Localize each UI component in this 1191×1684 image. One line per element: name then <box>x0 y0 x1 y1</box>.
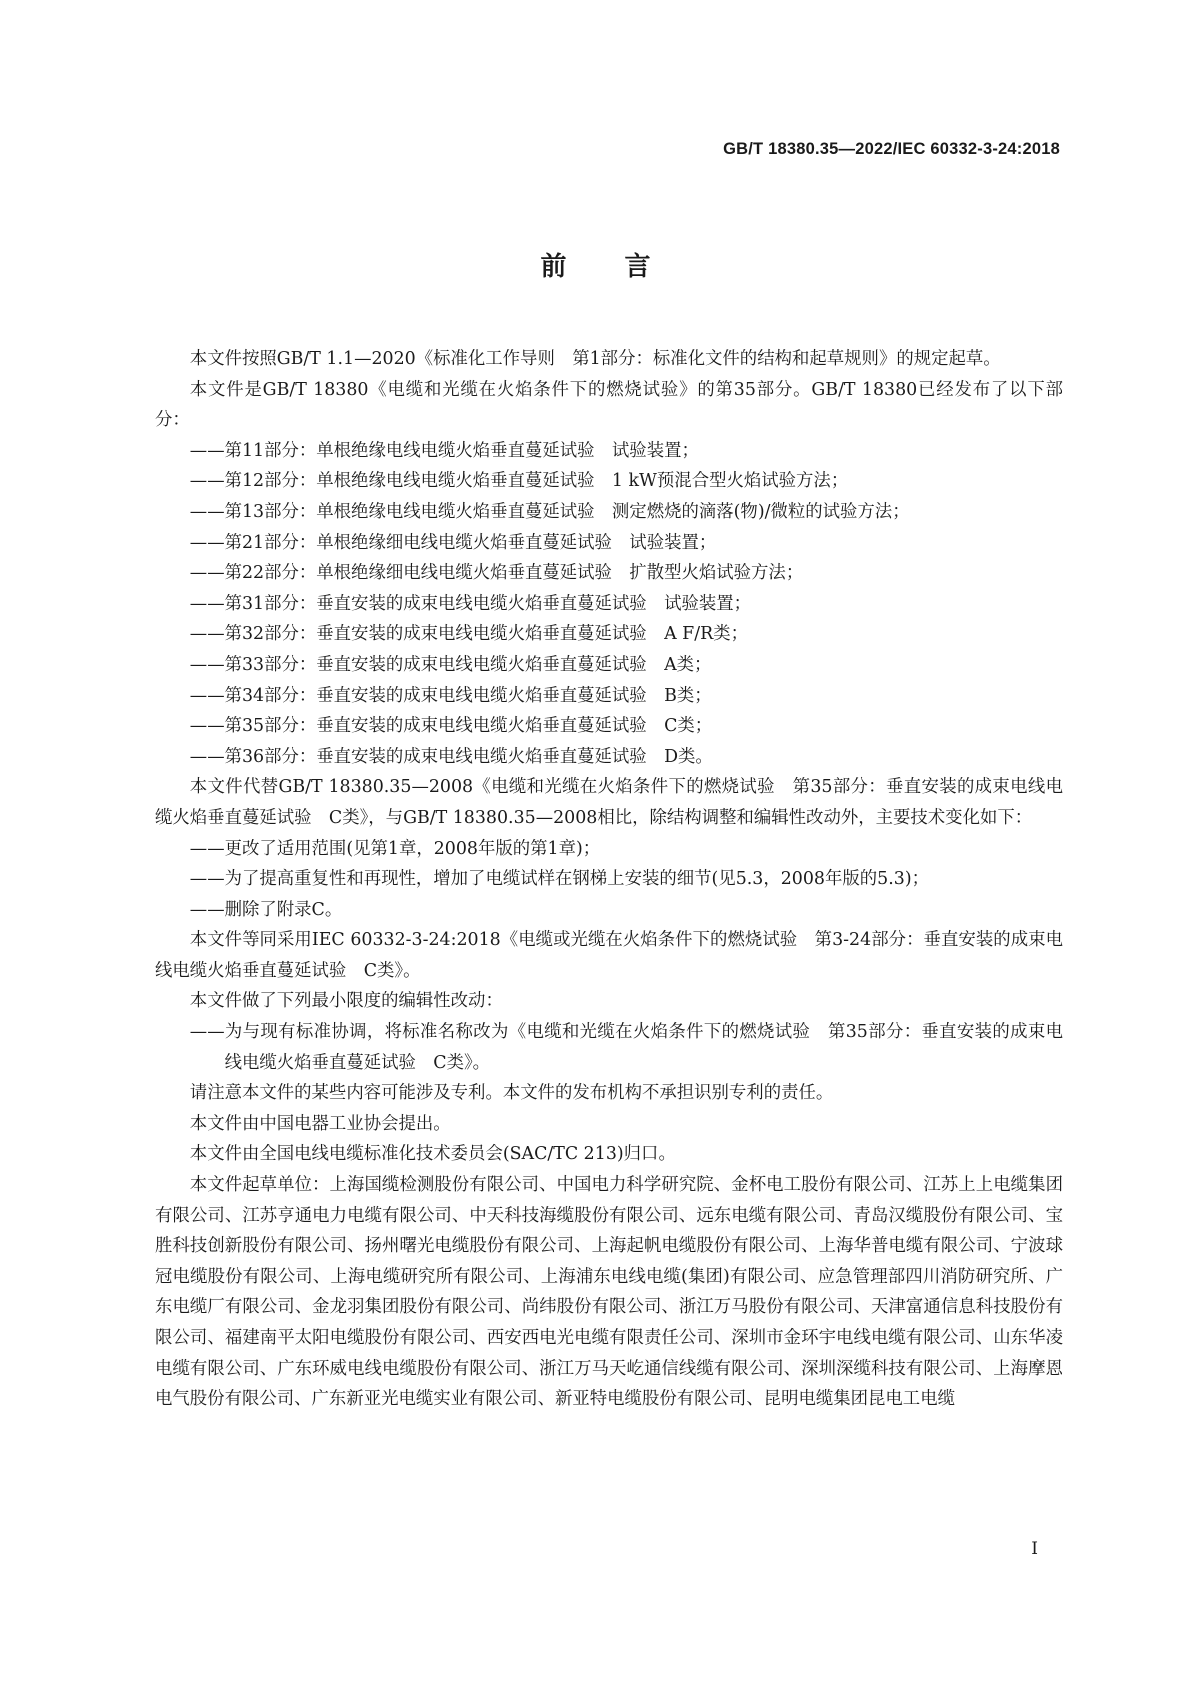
list-item: ——第35部分：垂直安装的成束电线电缆火焰垂直蔓延试验 C类； <box>189 716 713 737</box>
list-item: ——第22部分：单根绝缘细电线电缆火焰垂直蔓延试验 扩散型火焰试验方法； <box>189 563 804 584</box>
page-title: 前言 <box>540 252 709 282</box>
technical-changes-list <box>155 834 1063 926</box>
list-item: ——第11部分：单根绝缘电线电缆火焰垂直蔓延试验 试验装置； <box>189 440 699 461</box>
paragraph-drafting-units: 本文件起草单位：上海国缆检测股份有限公司、中国电力科学研究院、金杯电工股份有限公司、江苏上上电缆集团有限公司、江苏亨通电力电缆有限公司、中天科技海缆股份有限公司、远东电缆有限公司、青岛汉缆股份有限公司、宝胜科技创新股份有限公司、扬州曙光电缆股份有限公司、上海起帆电缆股份有限公司、上海华普电缆有限公司、宁波球冠电缆股份有限公司、上海电缆研究所有限公司、上海浦东电线电缆(集团)有限公司、应急管理部四川消防研究所、广东电缆厂有限公司、金龙羽集团股份有限公司、尚纬股份有限公司、浙江万马股份有限公司、天津富通信息科技股份有限公司、福建南平太阳电缆股份有限公司、西安西电光电缆有限责任公司、深圳市金环宇电线电缆有限公司、山东华凌电缆有限公司、广东环威电线电缆股份有限公司、浙江万马天屹通信线缆有限公司、深圳深缆科技有限公司、上海摩恩电气股份有限公司、广东新亚光电缆实业有限公司、新亚特电缆股份有限公司、昆明电缆集团昆电工电缆 <box>155 1175 1063 1410</box>
list-item: ——第33部分：垂直安装的成束电线电缆火焰垂直蔓延试验 A类； <box>189 654 712 675</box>
paragraph-replaces: 本文件代替GB/T 18380.35—2008《电缆和光缆在火焰条件下的燃烧试验 第35部分：垂直安装的成束电线电缆火焰垂直蔓延试验 C类》，与GB/T 18380.35—2008相比，除结构调整和编辑性改动外，主要技术变化如下： <box>155 777 1063 828</box>
foreword-body <box>155 344 1063 1415</box>
paragraph-under-jurisdiction: 本文件由全国电线电缆标准化技术委员会(SAC/TC 213)归口。 <box>189 1144 676 1165</box>
paragraph-editorial-changes: 本文件做了下列最小限度的编辑性改动： <box>189 991 503 1012</box>
list-item: ——第34部分：垂直安装的成束电线电缆火焰垂直蔓延试验 B类； <box>189 685 712 706</box>
list-item: ——第32部分：垂直安装的成束电线电缆火焰垂直蔓延试验 A F/R类； <box>189 624 748 645</box>
paragraph-series-intro: 本文件是GB/T 18380《电缆和光缆在火焰条件下的燃烧试验》的第35部分。GB/T 18380已经发布了以下部分： <box>155 379 1063 431</box>
paragraph-identical-adoption: 本文件等同采用IEC 60332-3-24:2018《电缆或光缆在火焰条件下的燃烧试验 第3-24部分：垂直安装的成束电线电缆火焰垂直蔓延试验 C类》。 <box>155 930 1063 981</box>
published-parts-list <box>155 436 1063 773</box>
standard-number-header: GB/T 18380.35—2022/IEC 60332-3-24:2018 <box>723 140 1060 158</box>
list-item: ——第31部分：垂直安装的成束电线电缆火焰垂直蔓延试验 试验装置； <box>189 593 752 614</box>
list-item: ——第13部分：单根绝缘电线电缆火焰垂直蔓延试验 测定燃烧的滴落(物)/微粒的试验方法； <box>189 501 910 522</box>
list-item: ——第21部分：单根绝缘细电线电缆火焰垂直蔓延试验 试验装置； <box>189 532 717 553</box>
paragraph-drafting-rules: 本文件按照GB/T 1.1—2020《标准化工作导则 第1部分：标准化文件的结构和起草规则》的规定起草。 <box>189 349 1001 369</box>
page-number: I <box>1031 1539 1038 1559</box>
list-item: ——更改了适用范围(见第1章，2008年版的第1章)； <box>189 838 601 859</box>
list-item: ——第36部分：垂直安装的成束电线电缆火焰垂直蔓延试验 D类。 <box>189 746 713 767</box>
list-item: ——删除了附录C。 <box>189 899 343 920</box>
paragraph-patent-notice: 请注意本文件的某些内容可能涉及专利。本文件的发布机构不承担识别专利的责任。 <box>189 1083 834 1104</box>
list-item: ——第12部分：单根绝缘电线电缆火焰垂直蔓延试验 1 kW预混合型火焰试验方法； <box>189 471 849 492</box>
paragraph-proposed-by: 本文件由中国电器工业协会提出。 <box>189 1113 451 1134</box>
list-item: ——为了提高重复性和再现性，增加了电缆试样在钢梯上安装的细节(见5.3，2008年版的5.3)； <box>189 869 930 890</box>
list-item: ——为与现有标准协调，将标准名称改为《电缆和光缆在火焰条件下的燃烧试验 第35部分：垂直安装的成束电线电缆火焰垂直蔓延试验 C类》。 <box>189 1022 1063 1073</box>
